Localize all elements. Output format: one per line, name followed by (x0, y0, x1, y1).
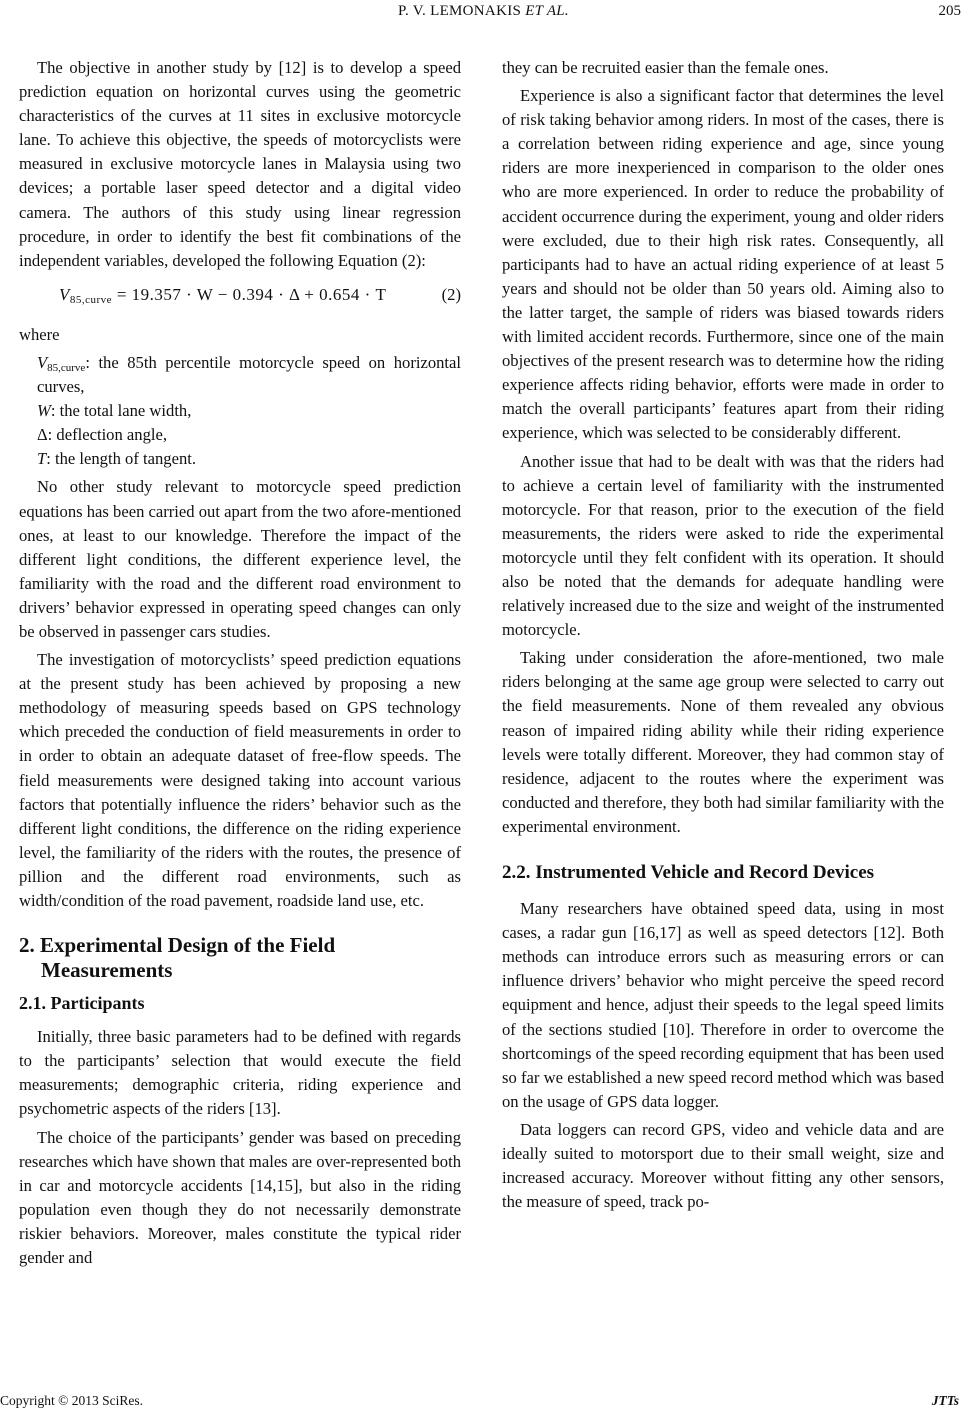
paragraph: Many researchers have obtained speed data, using in most cases, a radar gun [16,17] as well as speed detectors [12]. Both methods can introduce errors such as measuring errors or can influence drivers’ behavior who might perceive the speed record equipment and hence, adjust their speeds to the legal speed limits of the sections studied [10]. Therefore in order to overcome the shortcomings of the speed recording equipment that has been used so far we established a new speed record method which was based on the usage of GPS data logger. (502, 899, 944, 1111)
section-heading (19, 933, 461, 983)
paragraph: Data loggers can record GPS, video and vehicle data and are ideally suited to motorsport due to their small weight, size and increased accuracy. Moreover without fitting any other sensors, the measure of speed, track po- (502, 1119, 944, 1212)
definition-item (19, 447, 461, 471)
definition-item (19, 351, 461, 399)
section-heading-line1: 2. Experimental Design of the Field (19, 933, 336, 958)
definition-item (19, 399, 461, 423)
page-number: 205 (938, 3, 961, 19)
journal-name: JTTs (931, 1393, 959, 1408)
running-title-authors: P. V. LEMONAKIS (398, 3, 522, 19)
paragraph: Taking under consideration the afore-mentioned, two male riders belonging at the same age group were selected to carry out the field measurements. None of them revealed any obvious reason of impaired riding ability while their riding experience levels were totally different. Moreover, they had common stay of residence, adjacent to the routes where the experiment was conducted and therefore, they both had similar familiarity with the experimental environment. (502, 648, 944, 836)
paragraph: No other study relevant to motorcycle speed prediction equations has been carried out apart from the two afore-mentioned ones, at least to our knowledge. Therefore the impact of the different light conditions, the different experience level, the familiarity with the road and the different road environment to drivers’ behavior expressed in operating speed changes can only be observed in passenger cars studies. (19, 477, 461, 641)
subsection-heading: 2.2. Instrumented Vehicle and Record Devices (502, 862, 875, 883)
paragraph: Initially, three basic parameters had to be defined with regards to the participants’ selection that would execute the field measurements; demographic criteria, riding experience and psychometric aspects of the riders [13]. (19, 1027, 461, 1119)
equation-lhs-var: V (59, 284, 70, 304)
paragraph: The choice of the participants’ gender was based on preceding researches which have shown that males are over-represented both in car and motorcycle accidents [14,15], but also in the riding population even though they do not necessarily demonstrate riskier behaviors. Moreover, males constitute the typical rider gender and (19, 1127, 461, 1268)
definition-text: : deflection angle, (47, 425, 168, 445)
definition-subscript: 85,curve (47, 361, 86, 374)
definition-text: : the length of tangent. (46, 449, 196, 469)
subsection-heading: 2.1. Participants (19, 993, 145, 1014)
right-column (502, 56, 944, 1218)
equation-rhs: = 19.357 · W − 0.394 · Δ + 0.654 · T (116, 284, 387, 304)
copyright-notice: Copyright © 2013 SciRes. (0, 1393, 144, 1408)
equation-lhs-sub: 85,curve (69, 293, 113, 306)
where-label: where (19, 324, 60, 344)
page-header (0, 0, 967, 28)
equation-body (59, 283, 386, 307)
running-title-etal: ET AL. (525, 3, 569, 19)
running-title (0, 3, 967, 20)
paragraph: Another issue that had to be dealt with was that the riders had to achieve a certain level of familiarity with the instrumented motorcycle. For that reason, prior to the execution of the field measurements, the riders were asked to ride the experimental motorcycle until they felt confident with its operation. It should also be noted that the demands for adequate handling were relatively increased due to the size and weight of the instrumented motorcycle. (502, 451, 944, 640)
definition-symbol: Δ (37, 425, 48, 445)
definition-text: : the total lane width, (50, 401, 192, 421)
section-heading-line2: Measurements (41, 958, 173, 983)
equation-2 (19, 277, 461, 317)
definition-symbol: V (37, 352, 48, 372)
paragraph: The objective in another study by [12] is to develop a speed prediction equation on horizontal curves using the geometric characteristics of the curves at 11 sites in exclusive motorcycle lane. To achieve this objective, the speeds of motorcyclists were measured in exclusive motorcycle lanes in Malaysia using two devices; a portable laser speed detector and a digital video camera. The authors of this study using linear regression procedure, in order to identify the best fit combinations of the independent variables, developed the following Equation (2): (19, 58, 461, 270)
definition-item (19, 423, 461, 447)
definition-symbol: T (37, 449, 47, 469)
paragraph: Experience is also a significant factor that determines the level of risk taking behavior among riders. In most of the cases, there is a correlation between riding experience and age, since young riders are more inexperienced in comparison to the older ones who are more experienced. In order to reduce the probability of accident occurrence during the experiment, young and older riders were excluded, due to their high risk rates. Consequently, all participants had to have an actual riding experience of at least 5 years and should not be older than 50 years old. Aiming also to the latter target, the sample of riders was biased towards riders with limited accident records. Furthermore, since one of the main objectives of the present research was to determine how the riding experience affects riding behavior, efforts were made in order to match the overall participants’ features apart from their riding experience, which was selected to be considerably different. (502, 86, 944, 443)
equation-number: (2) (441, 284, 461, 304)
definitions-list (19, 351, 461, 471)
paragraph: they can be recruited easier than the female ones. (502, 58, 829, 77)
paragraph: The investigation of motorcyclists’ speed prediction equations at the present study has been achieved by proposing a new methodology of measuring speeds based on GPS technology which preceded the conduction of field measurements in order to in order to obtain an adequate dataset of free-flow speeds. The field measurements were designed taking into account various factors that potentially influence the riders’ behavior such as the different light conditions, the difference on the riding experience level, the familiarity of the riders with the routes, the presence of pillion and the different road environments, such as width/condition of the road pavement, roadside land use, etc. (19, 650, 461, 910)
definition-symbol: W (37, 401, 51, 421)
left-column (19, 56, 461, 1274)
definition-text: : the 85th percentile motorcycle speed on horizontal curves, (37, 352, 461, 397)
